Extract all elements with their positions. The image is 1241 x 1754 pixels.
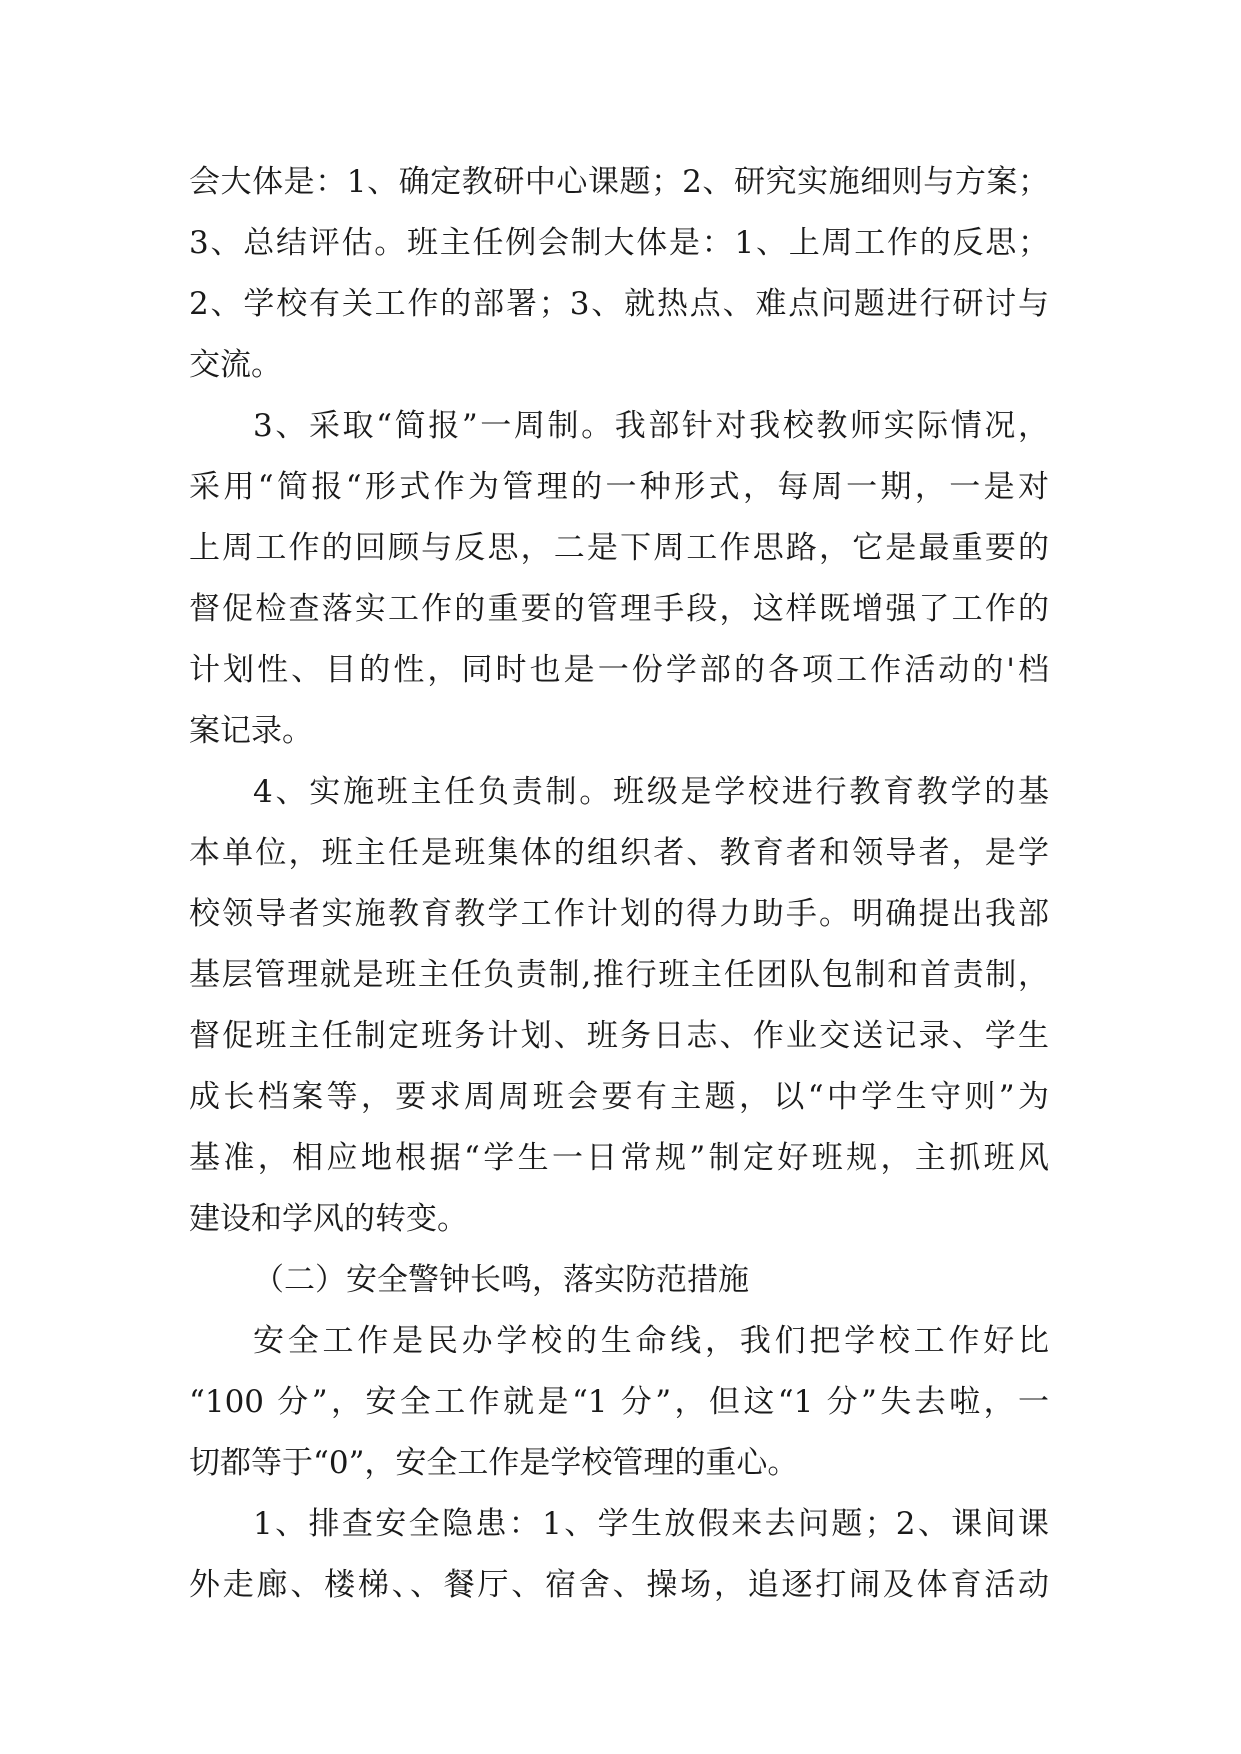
text-line: 交流。 <box>189 347 282 383</box>
text-line: 2、学校有关工作的部署；3、就热点、难点问题进行研讨与 <box>189 286 1049 322</box>
text-line: 基层管理就是班主任负责制,推行班主任团队包制和首责制， <box>189 957 1049 993</box>
text-line: 督促检查落实工作的重要的管理手段，这样既增强了工作的 <box>189 591 1049 627</box>
paragraph-first-line: 3、采取“简报”一周制。我部针对我校教师实际情况， <box>253 408 1049 444</box>
document-body <box>189 152 1049 1616</box>
text-line: 采用“简报“形式作为管理的一种形式，每周一期，一是对 <box>189 469 1049 505</box>
text-line: 案记录。 <box>189 713 313 749</box>
paragraph-first-line: 安全工作是民办学校的生命线，我们把学校工作好比 <box>253 1323 1049 1359</box>
text-line: 建设和学风的转变。 <box>189 1201 468 1237</box>
text-line: “100 分”，安全工作就是“1 分”，但这“1 分”失去啦，一 <box>189 1384 1049 1420</box>
paragraph-first-line: 1、排查安全隐患：1、学生放假来去问题；2、课间课 <box>253 1506 1049 1542</box>
text-line: 基准，相应地根据“学生一日常规”制定好班规，主抓班风 <box>189 1140 1049 1176</box>
text-line: 成长档案等，要求周周班会要有主题，以“中学生守则”为 <box>189 1079 1049 1115</box>
text-line: 督促班主任制定班务计划、班务日志、作业交送记录、学生 <box>189 1018 1049 1054</box>
text-line: 3、总结评估。班主任例会制大体是：1、上周工作的反思； <box>189 225 1049 261</box>
text-line: 外走廊、楼梯、、餐厅、宿舍、操场，追逐打闹及体育活动 <box>189 1567 1049 1603</box>
paragraph-first-line: 4、实施班主任负责制。班级是学校进行教育教学的基 <box>253 774 1049 810</box>
text-line: 校领导者实施教育教学工作计划的得力助手。明确提出我部 <box>189 896 1049 932</box>
section-heading: （二）安全警钟长鸣，落实防范措施 <box>253 1262 749 1298</box>
text-line: 本单位，班主任是班集体的组织者、教育者和领导者，是学 <box>189 835 1049 871</box>
text-line: 会大体是：1、确定教研中心课题；2、研究实施细则与方案； <box>189 164 1049 200</box>
text-line: 切都等于“0”，安全工作是学校管理的重心。 <box>189 1445 799 1481</box>
text-line: 计划性、目的性，同时也是一份学部的各项工作活动的'档 <box>189 652 1049 688</box>
text-line: 上周工作的回顾与反思，二是下周工作思路，它是最重要的 <box>189 530 1049 566</box>
